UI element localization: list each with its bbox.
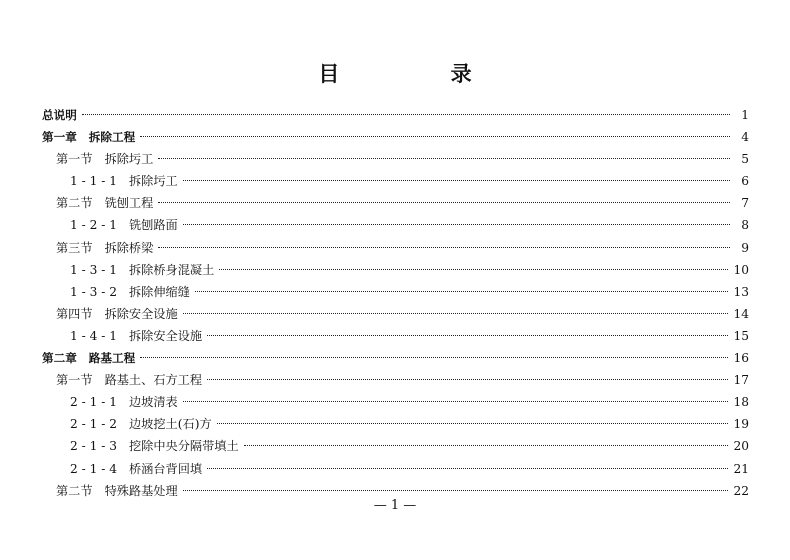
toc-entry-page-number: 14: [733, 306, 749, 321]
toc-entry-label: 拆除圬工: [129, 174, 178, 189]
toc-entry-code: 第一节: [56, 152, 93, 167]
toc-entry-code: 第一节: [56, 373, 93, 388]
toc-entry-label: 拆除圬工: [104, 152, 154, 167]
toc-entry[interactable]: [42, 104, 749, 126]
toc-entry-code: 第四节: [56, 306, 93, 321]
dot-leader: [207, 379, 728, 380]
toc-entry-page-number: 16: [733, 351, 749, 366]
dot-leader: [183, 490, 729, 491]
toc-entry-page-number: 17: [733, 373, 749, 388]
toc-entry-code: 2 - 1 - 2: [70, 417, 117, 432]
dot-leader: [207, 335, 728, 336]
toc-entry-label: 拆除安全设施: [104, 306, 178, 321]
toc-entry[interactable]: [42, 259, 749, 281]
dot-leader: [195, 291, 729, 292]
dot-leader: [219, 269, 728, 270]
toc-entry-label: 拆除安全设施: [129, 328, 203, 343]
toc-entry-page-number: 7: [741, 196, 749, 211]
toc-entry-label: 拆除桥身混凝土: [129, 262, 215, 277]
toc-entry[interactable]: [42, 391, 749, 413]
toc-entry[interactable]: [42, 325, 749, 347]
dot-leader: [183, 313, 729, 314]
toc-entry-page-number: 19: [733, 417, 749, 432]
toc-entry[interactable]: [42, 192, 749, 214]
toc-entry-page-number: 22: [733, 483, 749, 498]
toc-entry-page-number: 6: [741, 174, 749, 189]
toc-entry-label: 边坡挖土(石)方: [129, 417, 212, 432]
toc-entry-label: 路基工程: [88, 351, 136, 366]
dot-leader: [140, 136, 730, 137]
toc-entry-code: 第一章: [42, 130, 77, 145]
toc-entry[interactable]: [42, 435, 749, 457]
toc-entry-page-number: 8: [741, 218, 749, 233]
toc-entry-label: 总说明: [42, 108, 77, 122]
toc-entry[interactable]: [42, 413, 749, 435]
toc-entry[interactable]: [42, 148, 749, 170]
toc-entry-code: 第三节: [56, 240, 93, 255]
toc-entry-page-number: 13: [733, 284, 749, 299]
dot-leader: [158, 247, 730, 248]
toc-entry-label: 挖除中央分隔带填土: [129, 439, 239, 454]
toc-entry[interactable]: [42, 214, 749, 236]
page-number-footer: — 1 —: [373, 498, 417, 513]
toc-entry-page-number: 15: [733, 328, 749, 343]
dot-leader: [244, 445, 729, 446]
toc-entry-label: 特殊路基处理: [104, 483, 178, 498]
toc-entry-label: 拆除桥梁: [104, 240, 154, 255]
dot-leader: [207, 468, 728, 469]
toc-entry-page-number: 9: [741, 240, 749, 255]
toc-entry-label: 铣刨工程: [104, 196, 154, 211]
toc-entry-page-number: 20: [733, 439, 749, 454]
table-of-contents: [42, 104, 749, 502]
toc-entry-label: 路基土、石方工程: [104, 373, 203, 388]
toc-entry-label: 边坡清表: [129, 395, 178, 410]
toc-entry[interactable]: [42, 458, 749, 480]
dot-leader: [217, 423, 729, 424]
toc-entry-code: 1 - 2 - 1: [70, 218, 117, 233]
toc-entry-label: 拆除工程: [88, 130, 136, 145]
toc-entry-code: 第二节: [56, 483, 93, 498]
toc-entry-page-number: 18: [733, 395, 749, 410]
toc-entry-label: 桥涵台背回填: [129, 461, 203, 476]
dot-leader: [140, 357, 728, 358]
dot-leader: [82, 114, 730, 115]
toc-entry-code: 2 - 1 - 3: [70, 439, 117, 454]
toc-entry[interactable]: [42, 170, 749, 192]
toc-entry-label: 拆除伸缩缝: [129, 284, 190, 299]
toc-entry-page-number: 5: [741, 152, 749, 167]
toc-entry[interactable]: [42, 347, 749, 369]
toc-entry-page-number: 21: [733, 461, 749, 476]
page-title: 目 录: [318, 62, 524, 86]
toc-entry-code: 1 - 3 - 2: [70, 284, 117, 299]
toc-entry-page-number: 10: [733, 262, 749, 277]
toc-entry-page-number: 1: [741, 108, 749, 122]
toc-entry-code: 第二节: [56, 196, 93, 211]
dot-leader: [158, 202, 730, 203]
toc-entry[interactable]: [42, 303, 749, 325]
toc-entry-code: 1 - 1 - 1: [70, 174, 117, 189]
toc-entry-code: 1 - 3 - 1: [70, 262, 117, 277]
toc-entry[interactable]: [42, 281, 749, 303]
toc-entry-code: 第二章: [42, 351, 77, 366]
toc-entry-label: 铣刨路面: [129, 218, 178, 233]
toc-entry-page-number: 4: [741, 130, 749, 145]
dot-leader: [183, 224, 730, 225]
toc-entry-code: 2 - 1 - 1: [70, 395, 117, 410]
toc-entry-code: 1 - 4 - 1: [70, 328, 117, 343]
dot-leader: [183, 180, 730, 181]
dot-leader: [183, 401, 729, 402]
toc-entry[interactable]: [42, 126, 749, 148]
toc-entry[interactable]: [42, 369, 749, 391]
toc-entry-code: 2 - 1 - 4: [70, 461, 117, 476]
dot-leader: [158, 158, 730, 159]
toc-entry[interactable]: [42, 237, 749, 259]
